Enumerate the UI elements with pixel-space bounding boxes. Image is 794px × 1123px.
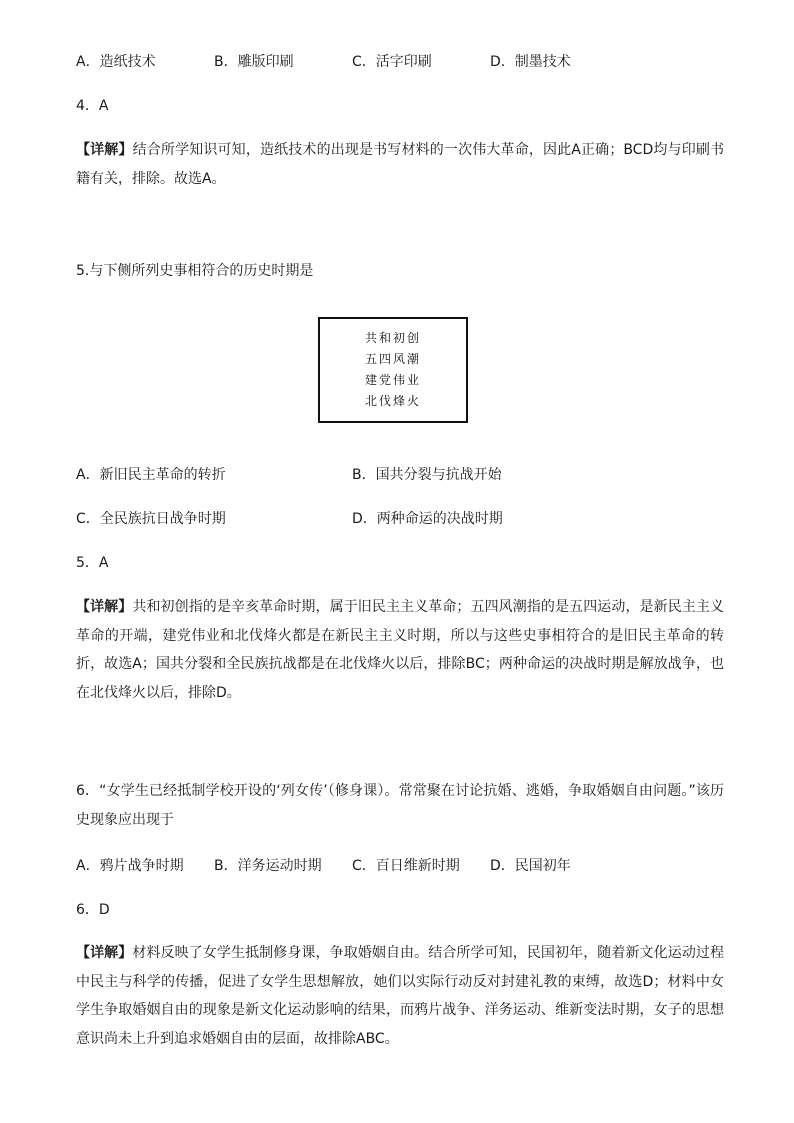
q6-option-d: D．民国初年	[490, 858, 571, 874]
q5-stem: 5.与下侧所列史事相符合的历史时期是	[76, 263, 314, 279]
q5-option-a: A．新旧民主革命的转折	[76, 467, 226, 483]
q4-detail	[76, 136, 724, 193]
detail-tag: 【详解】	[76, 599, 133, 615]
q5-option-b: B．国共分裂与抗战开始	[352, 467, 502, 483]
q5-answer: 5．A	[76, 555, 109, 571]
detail-tag: 【详解】	[76, 142, 133, 158]
q6-detail	[76, 939, 724, 1053]
q5-source-box	[318, 317, 468, 423]
q6-answer: 6．D	[76, 902, 110, 918]
q5-detail	[76, 593, 724, 707]
box-line: 五四风潮	[364, 352, 421, 366]
q4-option-b: B．雕版印刷	[214, 54, 294, 70]
box-line: 建党伟业	[364, 373, 421, 387]
q4-answer: 4．A	[76, 98, 109, 114]
q6-option-c: C．百日维新时期	[352, 858, 460, 874]
q4-detail-text: 结合所学知识可知，造纸技术的出现是书写材料的一次伟大革命，因此A正确；BCD均与印刷书籍有关，排除。故选A。	[76, 142, 724, 187]
q6-detail-text: 材料反映了女学生抵制修身课，争取婚姻自由。结合所学可知，民国初年，随着新文化运动过程中民主与科学的传播，促进了女学生思想解放，她们以实际行动反对封建礼教的束缚，故选D；材料中女学生争取婚姻自由的现象是新文化运动影响的结果，而鸦片战争、洋务运动、维新变法时期，女子的思想意识尚未上升到追求婚姻自由的层面，故排除ABC。	[76, 945, 725, 1047]
box-line: 共和初创	[364, 331, 421, 345]
q4-option-c: C．活字印刷	[352, 54, 432, 70]
q5-option-c: C．全民族抗日战争时期	[76, 511, 226, 527]
q6-option-a: A．鸦片战争时期	[76, 858, 184, 874]
q4-option-d: D．制墨技术	[490, 54, 571, 70]
q5-option-d: D．两种命运的决战时期	[352, 511, 503, 527]
q5-detail-text: 共和初创指的是辛亥革命时期，属于旧民主主义革命；五四风潮指的是五四运动，是新民主主义革命的开端，建党伟业和北伐烽火都是在新民主主义时期，所以与这些史事相符合的是旧民主革命的转折，故选A；国共分裂和全民族抗战都是在北伐烽火以后，排除BC；两种命运的决战时期是解放战争，也在北伐烽火以后，排除D。	[76, 599, 725, 701]
detail-tag: 【详解】	[76, 945, 133, 961]
q6-option-b: B．洋务运动时期	[214, 858, 322, 874]
box-line: 北伐烽火	[364, 394, 421, 408]
q4-option-a: A．造纸技术	[76, 54, 156, 70]
q6-stem: 6．“女学生已经抵制学校开设的‘列女传’（修身课）。常常聚在讨论抗婚、逃婚，争取婚姻自由问题。”该历史现象应出现于	[76, 783, 724, 828]
